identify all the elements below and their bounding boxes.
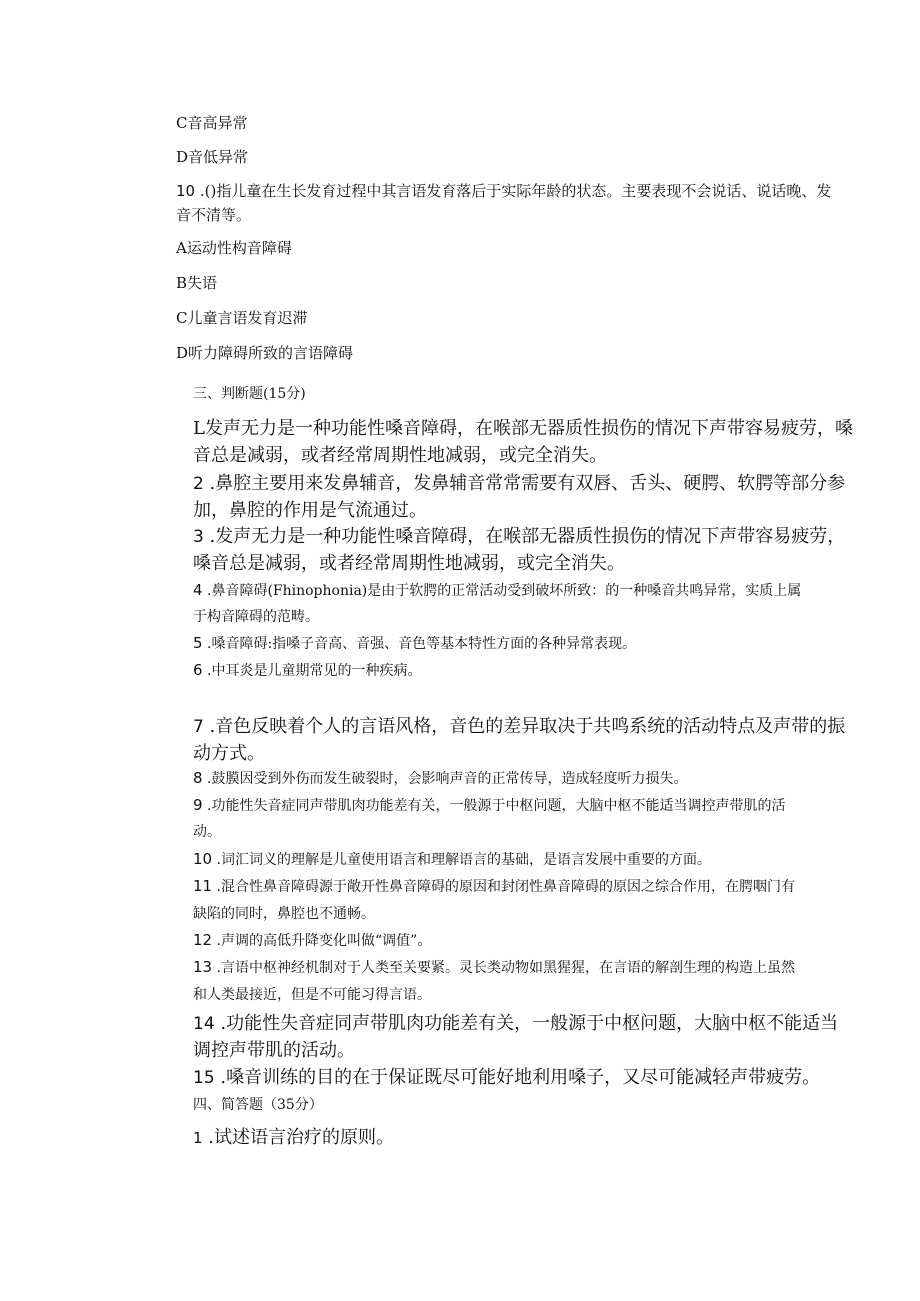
item-text: .嗓音障碍:指嗓子音高、音强、音色等基本特性方面的各种异常表现。	[202, 636, 637, 652]
option-c: C音高异常	[176, 114, 248, 132]
judgement-item-3-line2: 嗓音总是减弱，或者经常周期性地减弱，或完全消失。	[193, 553, 625, 574]
item-number: 4	[193, 581, 203, 599]
item-text: .鼻音障碍(Fhinophonia)是由于软腭的正常活动受到破坏所致：的一种嗓音共鸣异常，实质上属	[202, 583, 802, 599]
item-number: 7	[193, 717, 204, 737]
item-text: .言语中枢神经机制对于人类至关要紧。灵长类动物如黑猩猩，在言语的解剖生理的构造上虽然	[212, 960, 795, 976]
item-number: 11	[193, 877, 213, 895]
judgement-item-11-line2: 缺陷的同时，鼻腔也不通畅。	[193, 906, 375, 922]
judgement-item-12	[193, 930, 431, 950]
judgement-item-4-line1	[193, 580, 801, 600]
item-number: 8	[193, 769, 203, 787]
judgement-item-2-line1	[193, 469, 845, 495]
judgement-item-7-line2: 动方式。	[193, 743, 265, 764]
judgement-item-15	[193, 1063, 820, 1089]
item-text: .嗓音训练的目的在于保证既尽可能好地利用嗓子，又尽可能减轻声带疲劳。	[214, 1067, 821, 1088]
item-text: .功能性失音症同声带肌肉功能差有关，一般源于中枢问题，大脑中枢不能适当	[214, 1013, 839, 1034]
question-number: 1	[193, 1129, 203, 1147]
item-text: .中耳炎是儿童期常见的一种疾病。	[202, 663, 422, 679]
judgement-item-14-line1	[193, 1009, 838, 1035]
item-number: 15	[193, 1068, 215, 1088]
item-number: 14	[193, 1014, 215, 1034]
item-text: .鼻腔主要用来发鼻辅音，发鼻辅音常常需要有双唇、舌头、硬腭、软腭等部分参	[203, 473, 846, 494]
judgement-item-1-line2: 音总是减弱，或者经常周期性地减弱，或完全消失。	[193, 445, 607, 466]
judgement-item-10	[193, 849, 711, 869]
judgement-item-13-line1	[193, 957, 795, 977]
item-number: 6	[193, 661, 203, 679]
judgement-item-14-line2: 调控声带肌的活动。	[193, 1040, 355, 1061]
item-number: 3	[193, 527, 204, 547]
item-text: .功能性失音症同声带肌肉功能差有关，一般源于中枢问题，大脑中枢不能适当调控声带肌的活	[202, 798, 786, 814]
question-text: .()指儿童在生长发育过程中其言语发育落后于实际年龄的状态。主要表现不会说话、说话晚、发	[195, 182, 832, 200]
item-number: 12	[193, 931, 213, 949]
question-text: .试述语言治疗的原则。	[202, 1127, 394, 1148]
judgement-item-4-line2: 于构音障碍的范畴。	[193, 609, 319, 625]
item-text: .词汇词义的理解是儿童使用语言和理解语言的基础，是语言发展中重要的方面。	[212, 852, 711, 868]
item-text: .鼓膜因受到外伤而发生破裂时，会影响声音的正常传导，造成轻度听力损失。	[202, 771, 688, 787]
section-heading: 三、判断题(15分)	[193, 386, 306, 402]
item-text: .声调的高低升降变化叫做“调值”。	[212, 933, 432, 949]
item-number: 2	[193, 474, 204, 494]
judgement-item-3-line1	[193, 522, 845, 548]
question-10-line2: 音不清等。	[176, 206, 252, 224]
item-number: 9	[193, 796, 203, 814]
item-number: 13	[193, 958, 213, 976]
judgement-item-1-line1: L发声无力是一种功能性嗓音障碍，在喉部无器质性损伤的情况下声带容易疲劳，嗓	[193, 418, 853, 439]
option-c: C儿童言语发育迟滞	[176, 309, 308, 327]
item-text: .发声无力是一种功能性嗓音障碍，在喉部无器质性损伤的情况下声带容易疲劳，	[203, 526, 846, 547]
judgement-item-13-line2: 和人类最接近，但是不可能习得言语。	[193, 987, 431, 1003]
judgement-item-9-line1	[193, 795, 785, 815]
item-number: 5	[193, 634, 203, 652]
judgement-item-2-line2: 加，鼻腔的作用是气流通过。	[193, 500, 427, 521]
short-answer-question-1	[193, 1123, 394, 1149]
judgement-item-7-line1	[193, 712, 845, 738]
judgement-item-6	[193, 660, 421, 680]
judgement-item-8	[193, 768, 687, 788]
option-b: B失语	[176, 274, 218, 292]
item-text: .音色反映着个人的言语风格，音色的差异取决于共鸣系统的活动特点及声带的振	[203, 716, 846, 737]
option-d: D音低异常	[176, 148, 249, 166]
section-heading: 四、简答题（35分）	[193, 1097, 323, 1113]
judgement-item-5	[193, 633, 636, 653]
option-d: D听力障碍所致的言语障碍	[176, 344, 354, 362]
option-a: A运动性构音障碍	[176, 239, 292, 257]
judgement-item-11-line1	[193, 876, 795, 896]
item-number: 10	[193, 850, 213, 868]
judgement-item-9-line2: 动。	[193, 824, 221, 840]
question-10-line1	[176, 180, 831, 201]
question-number: 10	[176, 182, 196, 200]
item-text: .混合性鼻音障碍源于敞开性鼻音障碍的原因和封闭性鼻音障碍的原因之综合作用，在腭咽门有	[212, 879, 795, 895]
